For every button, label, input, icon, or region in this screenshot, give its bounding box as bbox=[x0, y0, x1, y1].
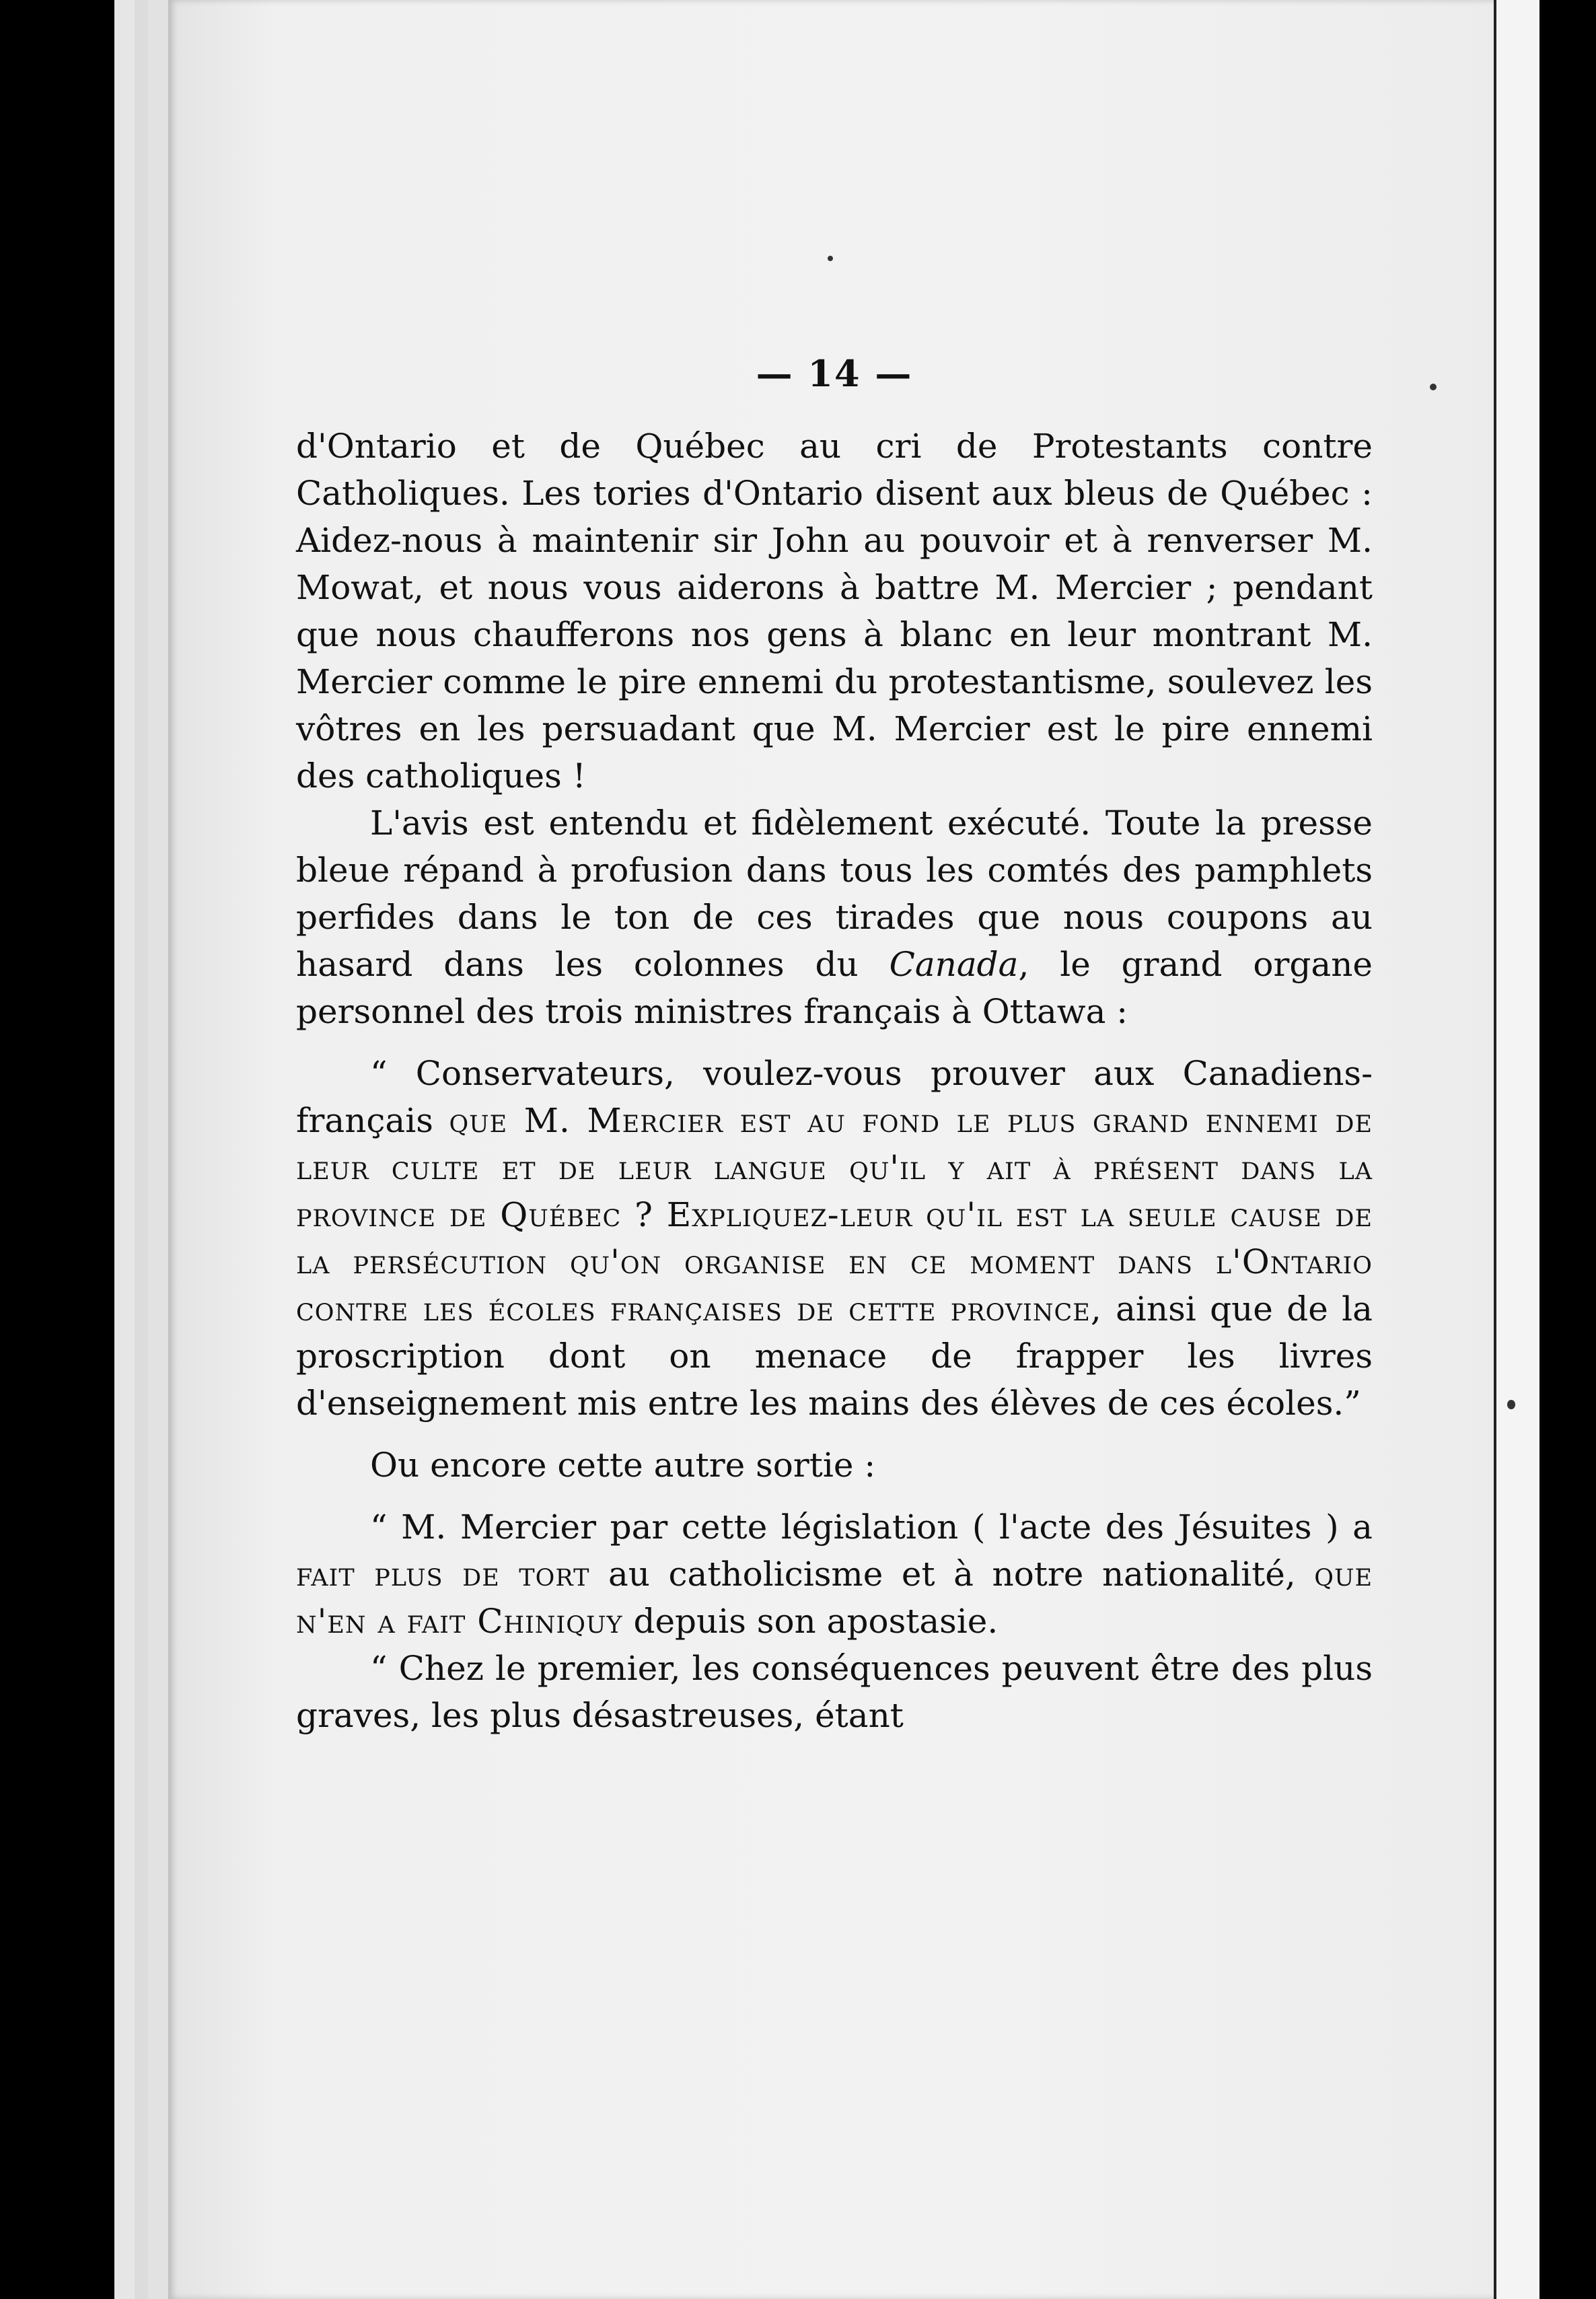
page-number: — 14 — bbox=[756, 352, 913, 395]
quote-1 bbox=[296, 1050, 1373, 1427]
quote-1-post: ainsi que de la proscription dont on menace de frapper les livres d'enseignement mis entre les mains des élèves de ces écoles.” bbox=[296, 1289, 1373, 1423]
quote-2 bbox=[296, 1504, 1373, 1645]
page-right-edge bbox=[1494, 0, 1539, 2299]
quote-3: “ Chez le premier, les conséquences peuvent être des plus graves, les plus désastreuses, étant bbox=[296, 1649, 1373, 1735]
scan-speck bbox=[1430, 384, 1437, 390]
quote-2-caps-1: fait plus de tort bbox=[296, 1555, 590, 1594]
paragraph-2-text: L'avis est entendu et fidèlement exécuté. Toute la presse bleue répand à profusion dans tous les comtés des pamphlets perfides dans le ton de ces tirades que nous coupons au hasard dans les colonnes du bbox=[296, 804, 1373, 984]
paragraph-1: d'Ontario et de Québec au cri de Protestants contre Catholiques. Les tories d'Ontario disent aux bleus de Québec : Aidez-nous à maintenir sir John au pouvoir et à renverser M. Mowat, et nous vous aiderons à battre M. Mercier ; pendant que nous chaufferons nos gens à blanc en leur montrant M. Mercier comme le pire ennemi du protestantisme, soulevez les vôtres en les persuadant que M. Mercier est le pire ennemi des catholiques ! bbox=[296, 427, 1373, 795]
paragraph-2 bbox=[296, 800, 1373, 1035]
page-text-block bbox=[296, 350, 1373, 1739]
newspaper-title: Canada bbox=[889, 945, 1019, 984]
quote-1-small-caps: que M. Mercier est au fond le plus grand ennemi de leur culte et de leur langue qu'il y ait à présent dans la province de Québec ? Expliquez-leur qu'il est la seule cause de la persécution qu'on organise en ce moment dans l'Ontario contre les écoles françaises de cette province, bbox=[296, 1101, 1373, 1329]
quote-2-pre: “ M. Mercier par cette législation ( l'acte des Jésuites ) a bbox=[370, 1508, 1373, 1547]
scan-speck bbox=[1507, 1400, 1515, 1409]
quote-2-post: depuis son apostasie. bbox=[622, 1602, 999, 1641]
paragraph-2-after: , le grand organe personnel des trois ministres français à Ottawa : bbox=[296, 945, 1373, 1031]
quote-2-mid: au catholicisme et à notre nationalité, bbox=[589, 1555, 1315, 1594]
quote-2-caps-2: que n'en a fait Chiniquy bbox=[296, 1555, 1373, 1641]
paragraph-transition: Ou encore cette autre sortie : bbox=[370, 1446, 876, 1485]
quote-1-pre: “ Conservateurs, voulez-vous prouver aux Canadiens-français bbox=[296, 1054, 1373, 1140]
scan-speck bbox=[828, 256, 833, 261]
